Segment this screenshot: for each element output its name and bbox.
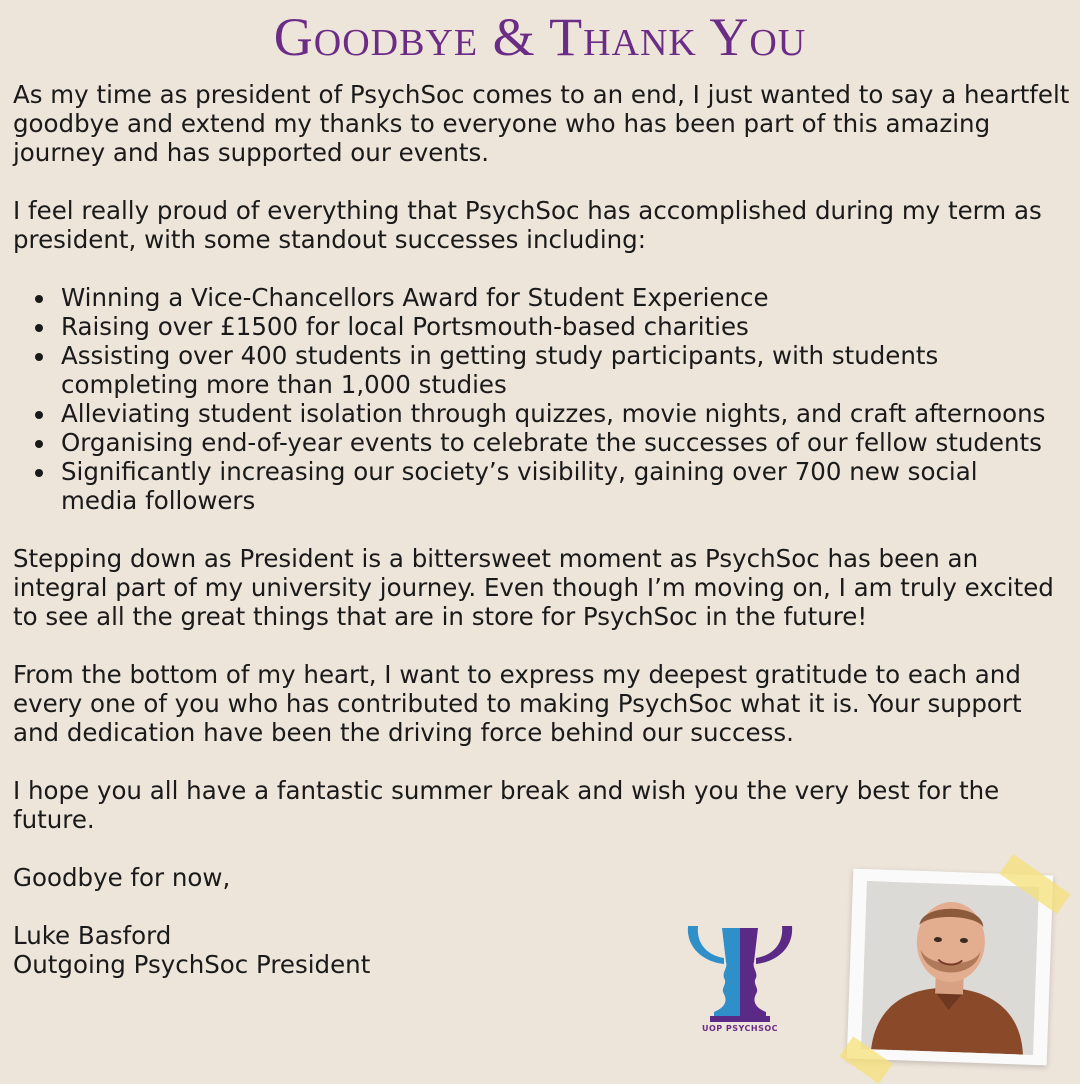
success-text: Organising end-of-year events to celebrate the successes of our fellow students <box>61 428 1042 457</box>
success-text: Assisting over 400 students in getting study participants, with students completing more than 1,000 studies <box>61 341 939 399</box>
list-item <box>13 283 1051 312</box>
success-text: Raising over £1500 for local Portsmouth-based charities <box>61 312 749 341</box>
president-photo <box>850 872 1058 1072</box>
logo-caption: UOP PSYCHSOC <box>701 1024 779 1033</box>
list-item <box>13 312 1051 341</box>
portrait-illustration-icon <box>861 881 1039 1055</box>
letter-body <box>13 80 1073 979</box>
bullet-icon <box>35 440 43 448</box>
gratitude-paragraph: From the bottom of my heart, I want to express my deepest gratitude to each and every one of you who has contributed to making PsychSoc what it is. Your support and dedication have been the driving force behind our success. <box>13 660 1022 747</box>
portrait-image <box>861 881 1039 1055</box>
successes-list <box>13 283 1073 515</box>
polaroid-frame <box>847 869 1054 1066</box>
intro-paragraph: As my time as president of PsychSoc comes to an end, I just wanted to say a heartfelt goodbye and extend my thanks to everyone who has been part of this amazing journey and has supported our events. <box>13 80 1070 167</box>
stepping-down-paragraph: Stepping down as President is a bittersweet moment as PsychSoc has been an integral part of my university journey. Even though I’m moving on, I am truly excited to see all the great things that are in store for PsychSoc in the future! <box>13 544 1054 631</box>
success-text: Winning a Vice-Chancellors Award for Student Experience <box>61 283 769 312</box>
psychsoc-logo-icon <box>684 918 796 1038</box>
bullet-icon <box>35 324 43 332</box>
summer-paragraph: I hope you all have a fantastic summer break and wish you the very best for the future. <box>13 776 1000 834</box>
success-text: Alleviating student isolation through quizzes, movie nights, and craft afternoons <box>61 399 1046 428</box>
signature-role: Outgoing PsychSoc President <box>13 950 371 979</box>
bullet-icon <box>35 411 43 419</box>
signature-name: Luke Basford <box>13 921 172 950</box>
signoff: Goodbye for now, <box>13 863 231 892</box>
list-item <box>13 341 1051 399</box>
bullet-icon <box>35 469 43 477</box>
success-text: Significantly increasing our society’s visibility, gaining over 700 new social media followers <box>61 457 978 515</box>
bullet-icon <box>35 353 43 361</box>
list-item <box>13 399 1051 428</box>
list-item <box>13 428 1051 457</box>
page-title: Goodbye & Thank You <box>273 7 807 67</box>
bullet-icon <box>35 295 43 303</box>
list-item <box>13 457 1051 515</box>
proud-paragraph: I feel really proud of everything that PsychSoc has accomplished during my term as president, with some standout successes including: <box>13 196 1042 254</box>
